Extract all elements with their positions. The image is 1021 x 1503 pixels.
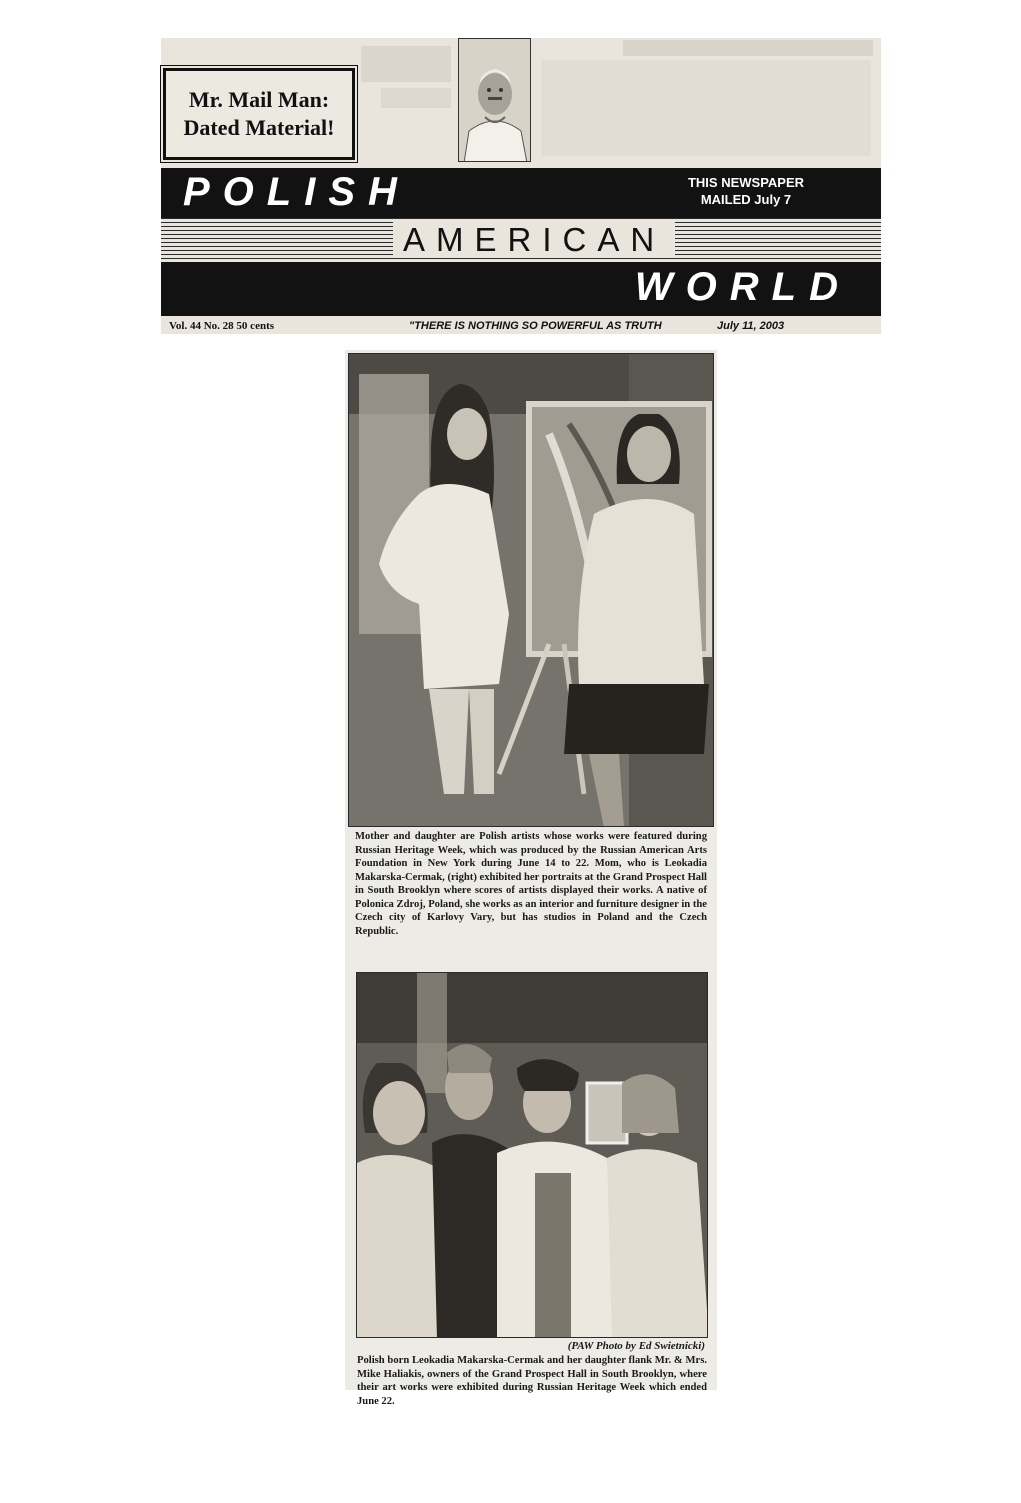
motto: "THERE IS NOTHING SO POWERFUL AS TRUTH [409,320,662,332]
portrait-photo [458,38,531,162]
mailed-line-2: MAILED July 7 [700,192,792,207]
masthead-bottom-band [161,262,881,316]
title-world: WORLD [634,265,851,309]
photo-credit: (PAW Photo by Ed Swietnicki) [567,1340,705,1352]
photo-caption-2: Polish born Leokadia Makarska-Cermak and her daughter flank Mr. & Mrs. Mike Haliakis, owners of the Grand Prospect Hall in South Brooklyn, where their art works were exhibited during Russian Heritage Week which ended June 22. [357,1355,707,1407]
volume-issue-price: Vol. 44 No. 28 50 cents [169,320,275,332]
masthead-top-band [161,168,881,218]
title-american: AMERICAN [393,222,675,258]
bleed-through-text [381,88,451,108]
mailed-line-1: THIS NEWSPAPER [687,175,805,190]
article-clipping [345,350,717,1407]
photo-mother-and-daughter [348,353,714,827]
bleed-through-text [361,46,451,82]
newspaper-masthead [161,38,881,334]
issue-date: July 11, 2003 [717,320,785,332]
title-polish: POLISH [183,170,410,214]
mailman-line-2: Dated Material! [183,115,335,140]
mailman-notice-box [163,68,355,160]
bleed-through-text [623,40,873,56]
masthead-footline [161,320,881,334]
mailman-line-1: Mr. Mail Man: [188,87,330,112]
photo-group [356,972,708,1338]
bleed-through-text [541,60,871,156]
mailed-notice [656,174,836,208]
photo-caption-1: Mother and daughter are Polish artists whose works were featured during Russian Heritage Week, which was produced by the Russian American Arts Foundation in New York during June 14 to 22. Mom, who is Leokadia Makarska-Cermak, (right) exhibited her portraits at the Grand Prospect Hall in South Brooklyn where scores of artists displayed their works. A native of Polonica Zdroj, Poland, she works as an interior and furniture designer in the Czech city of Karlovy Vary, but has studios in Poland and the Czech Republic. [355,831,707,937]
